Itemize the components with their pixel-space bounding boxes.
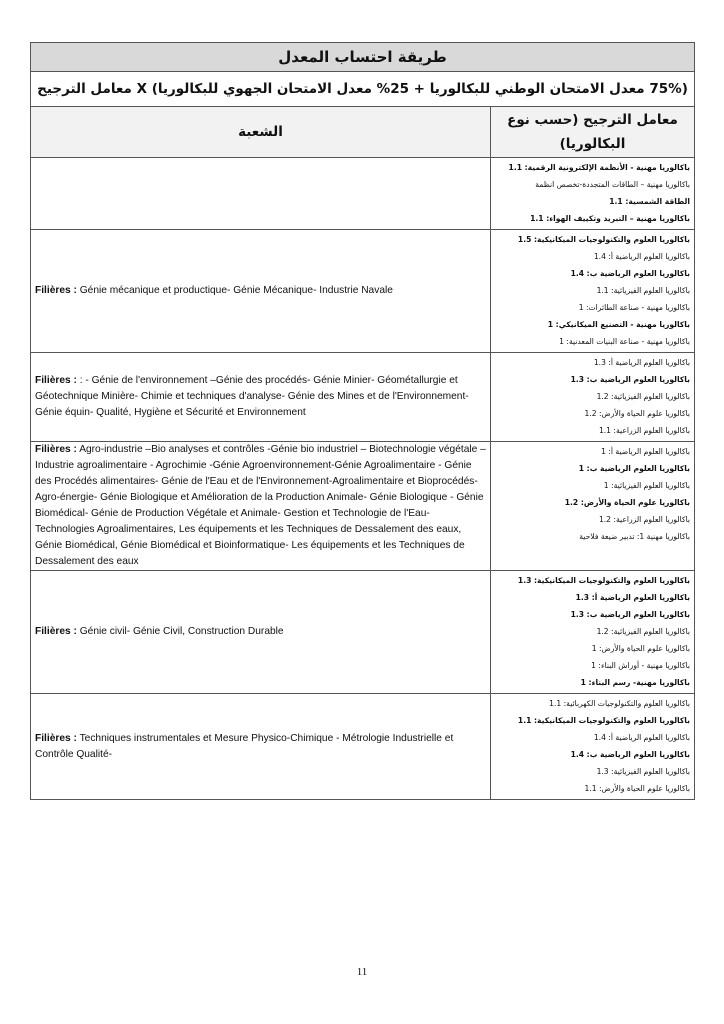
coefficient-item: باكالوريا العلوم الفيزيائية: 1.2 xyxy=(596,627,691,636)
coefficient-item: باكالوريا مهنية - صناعة البنيات المعدنية: 1 xyxy=(559,337,691,346)
branch-cell xyxy=(31,353,491,442)
page-number: 11 xyxy=(356,966,368,978)
filieres-label: Filières : xyxy=(35,732,77,744)
filieres-label: Filières : xyxy=(35,375,77,386)
coefficient-item: باكالوريا مهنية - أوراش البناء: 1 xyxy=(591,661,691,670)
coefficient-item: باكالوريا العلوم الرياضية ب: 1.4 xyxy=(570,269,691,278)
header-coefficient: معامل الترجيح (حسب نوع البكالوريا) xyxy=(491,107,695,158)
branch-cell xyxy=(31,571,491,694)
filieres-text xyxy=(31,283,490,299)
branch-cell xyxy=(31,230,491,353)
coefficient-item: باكالوريا العلوم الفيزيائية: 1.1 xyxy=(596,286,691,295)
filieres-label: Filières : xyxy=(35,444,77,455)
coefficient-list xyxy=(491,230,694,352)
coefficient-item: باكالوريا مهنية- رسم البناء: 1 xyxy=(580,678,691,687)
filieres-text xyxy=(31,624,490,640)
branch-cell xyxy=(31,442,491,571)
coefficient-item: باكالوريا مهنية – الطاقات المتجددة-تخصص انظمة xyxy=(535,180,691,189)
coefficient-cell xyxy=(491,571,695,694)
filieres-list: Génie civil- Génie Civil, Construction Durable xyxy=(79,626,284,637)
coefficient-item: باكالوريا العلوم الفيزيائية: 1.2 xyxy=(596,392,691,401)
filieres-list: Génie mécanique et productique- Génie Mécanique- Industrie Navale xyxy=(79,285,393,296)
coefficient-item: باكالوريا العلوم الزراعية: 1.1 xyxy=(598,426,691,435)
coefficient-item: باكالوريا علوم الحياة والأرض: 1 xyxy=(591,644,691,653)
coefficient-item: باكالوريا العلوم الزراعية: 1.2 xyxy=(598,515,691,524)
branch-cell xyxy=(31,694,491,800)
table-row xyxy=(31,442,695,571)
table-row xyxy=(31,694,695,800)
coefficient-item: باكالوريا العلوم والتكنولوجيات الميكانيكية: 1.5 xyxy=(517,235,691,244)
coefficient-item: باكالوريا العلوم الرياضية أ: 1.3 xyxy=(593,358,691,367)
table-body xyxy=(31,158,695,800)
coefficient-item: باكالوريا العلوم الرياضية أ: 1 xyxy=(601,447,691,456)
coefficient-item: باكالوريا العلوم الفيزيائية: 1 xyxy=(603,481,691,490)
coefficient-item: باكالوريا مهنية 1: تدبير ضيعة فلاحية xyxy=(579,532,691,541)
header-branch: الشعبة xyxy=(31,107,491,158)
coefficient-item: باكالوريا العلوم الرياضية ب: 1 xyxy=(578,464,691,473)
filieres-list: Techniques instrumentales et Mesure Physico-Chimique - Métrologie Industrielle et Contrôle Qualité- xyxy=(35,732,454,760)
coefficient-cell xyxy=(491,442,695,571)
coefficient-item: باكالوريا علوم الحياة والأرض: 1.2 xyxy=(564,498,691,507)
coefficient-list xyxy=(491,694,694,799)
table-row xyxy=(31,230,695,353)
coefficient-item: باكالوريا علوم الحياة والأرض: 1.1 xyxy=(584,784,691,793)
coefficient-item: الطاقة الشمسية: 1.1 xyxy=(609,197,691,206)
formula-text: (75% معدل الامتحان الوطني للبكالوريا + 25% معدل الامتحان الجهوي للبكالوريا) X معامل الترجيح xyxy=(31,72,695,107)
coefficient-cell xyxy=(491,353,695,442)
table-row xyxy=(31,158,695,230)
coefficient-table xyxy=(30,42,695,800)
filieres-text xyxy=(31,731,490,763)
filieres-label: Filières : xyxy=(35,626,77,637)
coefficient-cell xyxy=(491,230,695,353)
coefficient-item: باكالوريا مهنية - صناعة الطائرات: 1 xyxy=(578,303,691,312)
coefficient-list xyxy=(491,442,694,547)
table-row xyxy=(31,571,695,694)
coefficient-item: باكالوريا العلوم الفيزيائية: 1.3 xyxy=(596,767,691,776)
table-title: طريقة احتساب المعدل xyxy=(31,43,695,72)
coefficient-item: باكالوريا مهنية – التبريد وتكييف الهواء: 1.1 xyxy=(530,214,691,223)
filieres-text xyxy=(31,373,490,421)
filieres-label: Filières : xyxy=(35,285,77,296)
coefficient-item: باكالوريا العلوم الرياضية أ: 1.4 xyxy=(593,252,691,261)
coefficient-item: باكالوريا العلوم الرياضية أ: 1.4 xyxy=(593,733,691,742)
coefficient-list xyxy=(491,571,694,693)
coefficient-cell xyxy=(491,158,695,230)
coefficient-item: باكالوريا مهنية - التصنيع الميكانيكي: 1 xyxy=(547,320,691,329)
coefficient-list xyxy=(491,353,694,441)
coefficient-list xyxy=(491,158,694,229)
title-row xyxy=(31,43,695,72)
coefficient-item: باكالوريا مهنية - الأنظمة الإلكترونية الرقمية: 1.1 xyxy=(508,163,691,172)
document-page xyxy=(30,42,694,800)
filieres-text xyxy=(31,442,490,570)
table-row xyxy=(31,353,695,442)
coefficient-item: باكالوريا العلوم والتكنولوجيات الكهربائية: 1.1 xyxy=(549,699,691,708)
coefficient-item: باكالوريا العلوم والتكنولوجيات الميكانيكية: 1.1 xyxy=(517,716,691,725)
coefficient-cell xyxy=(491,694,695,800)
branch-cell xyxy=(31,158,491,230)
filieres-list: : - Génie de l'environnement –Génie des procédés- Génie Minier- Géométallurgie et Géotechnique Minière- Chimie et techniques d'analyse- Génie des Mines et de l'Environnement- Génie équin- Qualité, Hygiène et Sécurité et Environnement xyxy=(35,375,469,418)
coefficient-item: باكالوريا العلوم الرياضية أ: 1.3 xyxy=(575,593,691,602)
coefficient-item: باكالوريا العلوم الرياضية ب: 1.3 xyxy=(570,375,691,384)
coefficient-item: باكالوريا العلوم الرياضية ب: 1.4 xyxy=(570,750,691,759)
formula-row xyxy=(31,72,695,107)
coefficient-item: باكالوريا العلوم والتكنولوجيات الميكانيكية: 1.3 xyxy=(517,576,691,585)
coefficient-item: باكالوريا علوم الحياة والأرض: 1.2 xyxy=(584,409,691,418)
header-row xyxy=(31,107,695,158)
coefficient-item: باكالوريا العلوم الرياضية ب: 1.3 xyxy=(570,610,691,619)
filieres-list: Agro-industrie –Bio analyses et contrôles -Génie bio industriel – Biotechnologie végétale – Industrie agroalimentaire - Agrochimie -Génie Agroenvironnement-Génie Agroalimentaire - Génie des Procédés alimentaires- Génie de l'Eau et de l'Environnement-Agroalimentaire et Bioprocédés- Agro-énergie- Génie Biologique et Amélioration de la Production Animale- Génie Biologique - Génie Biomédical- Génie de Production Végétale et Animale- Gestion et Technologie de l'Eau- Technologies Agroalimentaires, Les équipements et les Techniques de Dessalement des eaux, Génie Biomédical, Génie Biomédical et Bioinformatique- Les équipements et les Techniques de Dessalement des eaux xyxy=(35,444,486,567)
